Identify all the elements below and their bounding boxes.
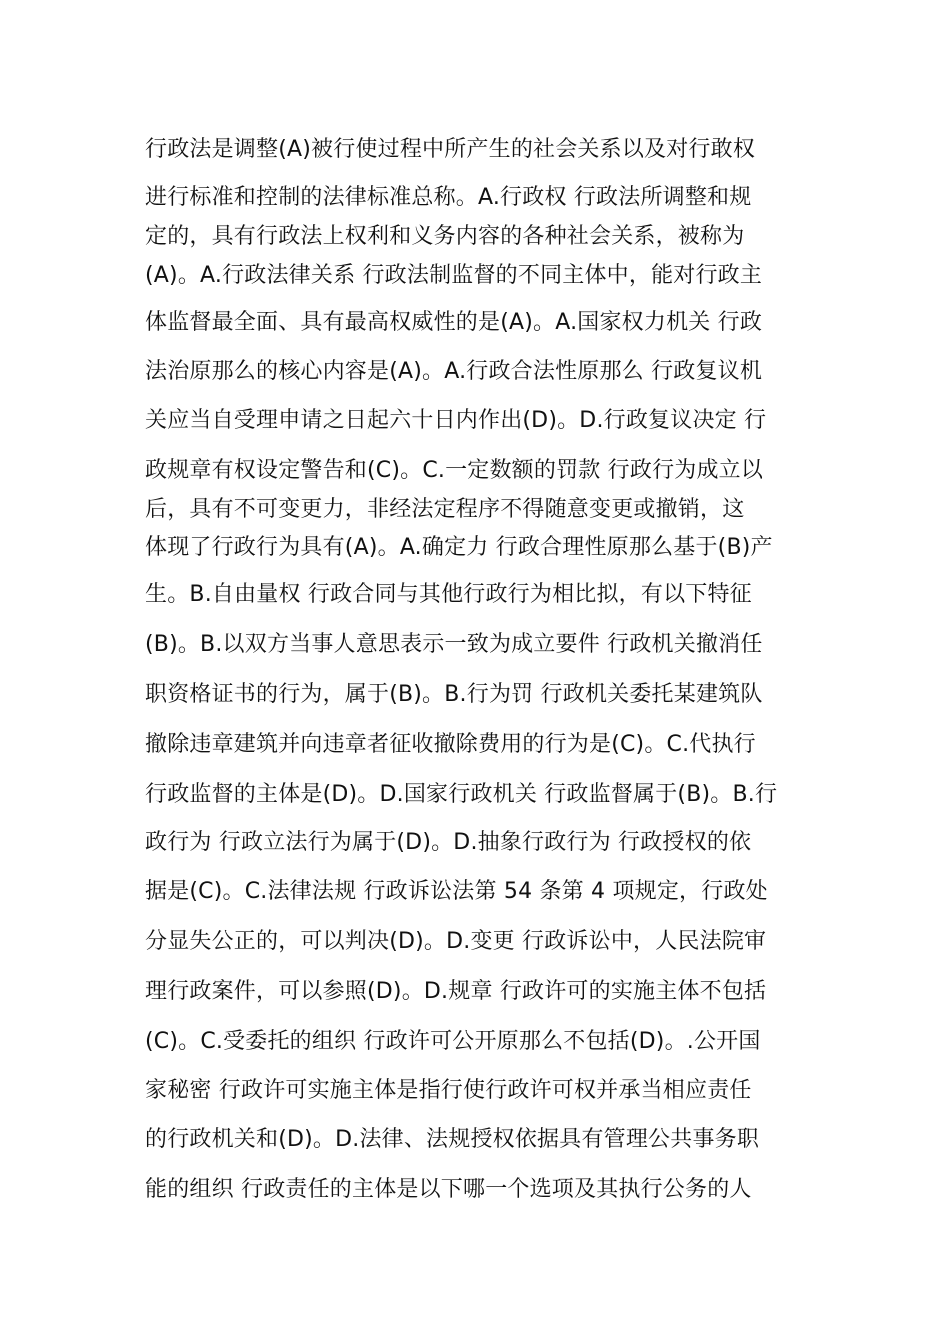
text-line: 定的，具有行政法上权利和义务内容的各种社会关系，被称为 <box>145 224 745 249</box>
text-line: 后，具有不可变更力，非经法定程序不得随意变更或撤销，这 <box>145 497 745 522</box>
text-line: 据是(C)。C.法律法规 行政诉讼法第 54 条第 4 项规定，行政处 <box>145 879 768 904</box>
text-line: 法治原那么的核心内容是(A)。A.行政合法性原那么 行政复议机 <box>145 359 763 384</box>
text-line: 生。B.自由量权 行政合同与其他行政行为相比拟，有以下特征 <box>145 582 752 607</box>
text-line: 行政监督的主体是(D)。D.国家行政机关 行政监督属于(B)。B.行 <box>145 782 778 807</box>
text-line: (A)。A.行政法律关系 行政法制监督的不同主体中，能对行政主 <box>145 263 763 288</box>
text-line: 政规章有权设定警告和(C)。C.一定数额的罚款 行政行为成立以 <box>145 458 764 483</box>
text-line: 体现了行政行为具有(A)。A.确定力 行政合理性原那么基于(B)产 <box>145 535 773 560</box>
text-line: 关应当自受理申请之日起六十日内作出(D)。D.行政复议决定 行 <box>145 408 767 433</box>
text-line: 职资格证书的行为，属于(B)。B.行为罚 行政机关委托某建筑队 <box>145 682 763 707</box>
text-line: 的行政机关和(D)。D.法律、法规授权依据具有管理公共事务职 <box>145 1127 760 1152</box>
text-line: 理行政案件，可以参照(D)。D.规章 行政许可的实施主体不包括 <box>145 979 767 1004</box>
text-line: 政行为 行政立法行为属于(D)。D.抽象行政行为 行政授权的依 <box>145 830 752 855</box>
text-line: (C)。C.受委托的组织 行政许可公开原那么不包括(D)。.公开国 <box>145 1029 761 1054</box>
text-line: 分显失公正的，可以判决(D)。D.变更 行政诉讼中，人民法院审 <box>145 929 767 954</box>
text-line: 进行标准和控制的法律标准总称。A.行政权 行政法所调整和规 <box>145 185 752 210</box>
text-line: (B)。B.以双方当事人意思表示一致为成立要件 行政机关撤消任 <box>145 632 763 657</box>
text-line: 撤除违章建筑并向违章者征收撤除费用的行为是(C)。C.代执行 <box>145 732 756 757</box>
text-line: 家秘密 行政许可实施主体是指行使行政许可权并承当相应责任 <box>145 1078 752 1103</box>
text-line: 能的组织 行政责任的主体是以下哪一个选项及其执行公务的人 <box>145 1177 752 1202</box>
text-line: 行政法是调整(A)被行使过程中所产生的社会关系以及对行敢权 <box>145 137 756 162</box>
text-line: 体监督最全面、具有最高权威性的是(A)。A.国家权力机关 行政 <box>145 310 763 335</box>
